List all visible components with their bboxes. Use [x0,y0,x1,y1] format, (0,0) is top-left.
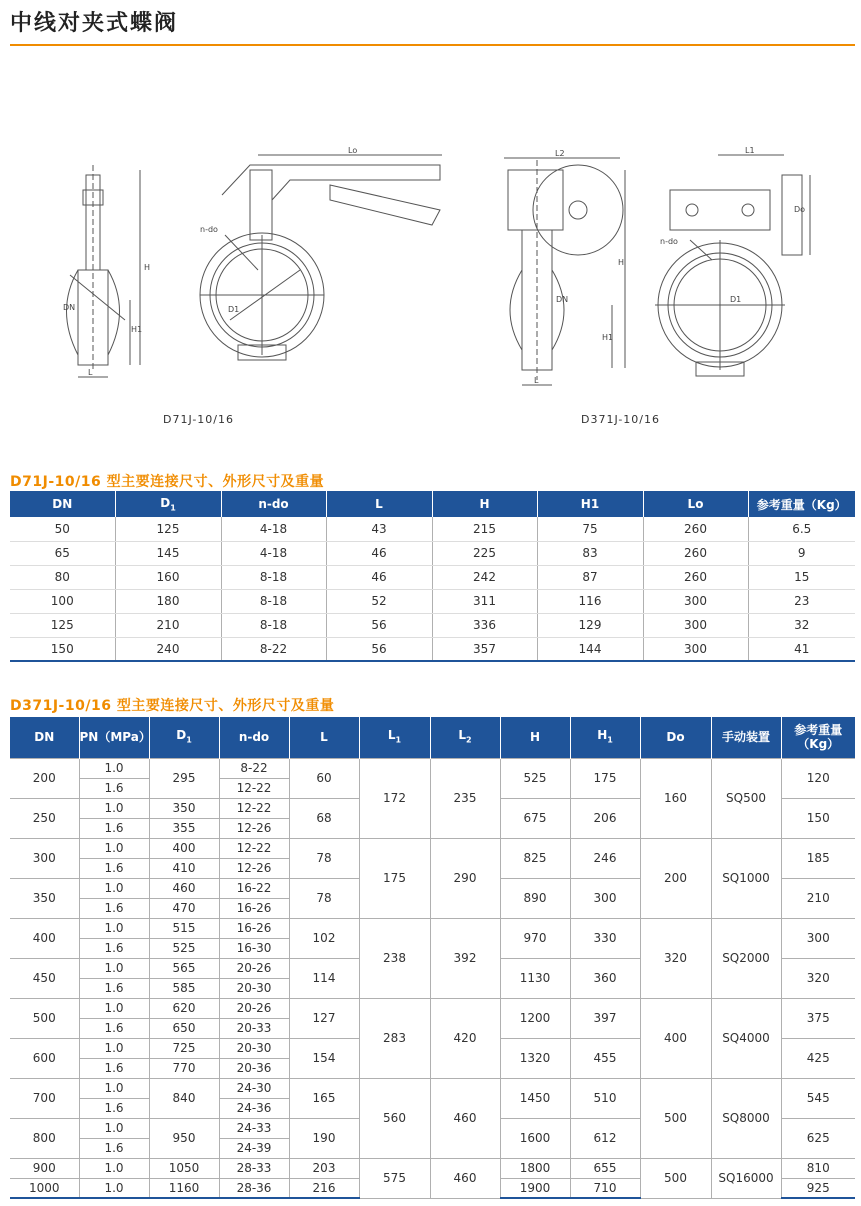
table-cell: 311 [432,589,537,613]
label-h1-371: H1 [602,333,614,342]
cell-l: 114 [289,958,359,998]
table-row [10,1158,855,1178]
cell-l2: 290 [430,838,500,918]
d371-caption: D371J-10/16 [581,413,660,426]
table-cell: 210 [115,613,221,637]
cell-l1: 575 [359,1158,430,1198]
table-row [10,565,855,589]
cell-h: 675 [500,798,570,838]
cell-pn: 1.6 [79,818,149,838]
cell-dn: 900 [10,1158,79,1178]
cell-do: 160 [640,758,711,838]
cell-pn: 1.0 [79,998,149,1018]
cell-weight: 185 [781,838,855,878]
cell-dn: 700 [10,1078,79,1118]
cell-do: 320 [640,918,711,998]
cell-d1: 650 [149,1018,219,1038]
cell-d1: 585 [149,978,219,998]
cell-h1: 510 [570,1078,640,1118]
table-cell: 242 [432,565,537,589]
cell-l1: 560 [359,1078,430,1158]
cell-do: 500 [640,1158,711,1198]
cell-ndo: 20-30 [219,1038,289,1058]
cell-h1: 710 [570,1178,640,1198]
d71-dimension-table [10,491,855,662]
cell-ndo: 24-36 [219,1098,289,1118]
label-l-371: L [534,376,539,385]
cell-do: 200 [640,838,711,918]
cell-d1: 355 [149,818,219,838]
col-pn: PN（MPa） [79,717,149,758]
cell-h1: 397 [570,998,640,1038]
label-d1-371: D1 [730,295,742,304]
col-d1: $D_1$ [149,717,219,758]
col-dn: DN [10,717,79,758]
cell-h1: 175 [570,758,640,798]
label-h: H [144,263,151,272]
cell-gear: SQ4000 [711,998,781,1078]
table-cell: 144 [537,637,643,661]
cell-gear: SQ2000 [711,918,781,998]
cell-weight: 810 [781,1158,855,1178]
cell-gear: SQ16000 [711,1158,781,1198]
label-ndo-371: n-do [660,237,678,246]
cell-h: 1900 [500,1178,570,1198]
cell-dn: 450 [10,958,79,998]
cell-h1: 300 [570,878,640,918]
table-cell: 80 [10,565,115,589]
col-lo: Lo [643,491,748,517]
d371-front-view [655,155,810,376]
cell-l2: 460 [430,1078,500,1158]
table-row [10,1078,855,1098]
table-cell: 125 [115,517,221,541]
cell-h: 1320 [500,1038,570,1078]
label-lo: Lo [348,146,358,155]
label-l1: L1 [745,146,755,155]
cell-pn: 1.6 [79,1098,149,1118]
table-cell: 87 [537,565,643,589]
cell-h: 970 [500,918,570,958]
table-cell: 56 [326,613,432,637]
d71-front-view [200,155,442,360]
table-cell: 75 [537,517,643,541]
table-row [10,613,855,637]
cell-pn: 1.0 [79,878,149,898]
table-cell: 240 [115,637,221,661]
cell-d1: 620 [149,998,219,1018]
cell-weight: 425 [781,1038,855,1078]
cell-ndo: 8-22 [219,758,289,778]
cell-l: 203 [289,1158,359,1178]
cell-d1: 725 [149,1038,219,1058]
cell-ndo: 16-30 [219,938,289,958]
table-row [10,998,855,1018]
table-cell: 125 [10,613,115,637]
cell-dn: 400 [10,918,79,958]
table-row [10,918,855,938]
col-d1: $D_1$ [115,491,221,517]
table-row [10,637,855,661]
col-weight: 参考重量 （Kg） [781,717,855,758]
cell-l: 60 [289,758,359,798]
cell-ndo: 16-26 [219,918,289,938]
table-cell: 260 [643,517,748,541]
cell-weight: 925 [781,1178,855,1198]
cell-pn: 1.6 [79,778,149,798]
cell-dn: 350 [10,878,79,918]
cell-h: 1600 [500,1118,570,1158]
table-cell: 4-18 [221,541,326,565]
cell-h1: 612 [570,1118,640,1158]
table2-title: D371J-10/16 型主要连接尺寸、外形尺寸及重量 [10,698,335,714]
title-rule [10,44,855,46]
col-l1: $L_1$ [359,717,430,758]
label-do: Do [794,205,806,214]
col-ndo: n-do [221,491,326,517]
table-cell: 46 [326,565,432,589]
cell-weight: 210 [781,878,855,918]
table-cell: 116 [537,589,643,613]
cell-do: 400 [640,998,711,1078]
cell-l1: 283 [359,998,430,1078]
table-cell: 41 [748,637,855,661]
cell-h: 890 [500,878,570,918]
cell-h: 525 [500,758,570,798]
cell-dn: 800 [10,1118,79,1158]
cell-ndo: 12-22 [219,798,289,818]
valve-drawings [0,140,861,410]
cell-weight: 545 [781,1078,855,1118]
table-cell: 9 [748,541,855,565]
cell-d1: 1050 [149,1158,219,1178]
cell-pn: 1.6 [79,1058,149,1078]
table-cell: 300 [643,613,748,637]
cell-l: 216 [289,1178,359,1198]
col-ndo: n-do [219,717,289,758]
cell-ndo: 24-33 [219,1118,289,1138]
col-l: L [289,717,359,758]
col-weight: 参考重量（Kg） [748,491,855,517]
cell-weight: 120 [781,758,855,798]
cell-d1: 400 [149,838,219,858]
cell-d1: 350 [149,798,219,818]
cell-d1: 295 [149,758,219,798]
table-cell: 225 [432,541,537,565]
cell-dn: 1000 [10,1178,79,1198]
cell-ndo: 20-26 [219,958,289,978]
cell-dn: 300 [10,838,79,878]
table-cell: 23 [748,589,855,613]
cell-gear: SQ1000 [711,838,781,918]
table-cell: 32 [748,613,855,637]
table1-title: D71J-10/16 型主要连接尺寸、外形尺寸及重量 [10,474,325,490]
cell-pn: 1.0 [79,1178,149,1198]
label-l2: L2 [555,149,565,158]
cell-h: 1130 [500,958,570,998]
cell-ndo: 16-22 [219,878,289,898]
cell-l: 102 [289,918,359,958]
cell-ndo: 12-22 [219,778,289,798]
col-dn: DN [10,491,115,517]
cell-pn: 1.6 [79,938,149,958]
cell-pn: 1.6 [79,1018,149,1038]
table-cell: 8-18 [221,589,326,613]
cell-gear: SQ8000 [711,1078,781,1158]
table-row [10,541,855,565]
label-dn: DN [63,303,76,312]
cell-ndo: 20-33 [219,1018,289,1038]
label-h1: H1 [131,325,143,334]
table-cell: 357 [432,637,537,661]
cell-pn: 1.6 [79,978,149,998]
d71-caption: D71J-10/16 [163,413,234,426]
cell-l: 154 [289,1038,359,1078]
table-cell: 8-22 [221,637,326,661]
cell-d1: 565 [149,958,219,978]
table-row [10,838,855,858]
cell-l: 127 [289,998,359,1038]
table-cell: 300 [643,589,748,613]
cell-h1: 206 [570,798,640,838]
cell-l: 78 [289,878,359,918]
cell-d1: 1160 [149,1178,219,1198]
cell-l2: 235 [430,758,500,838]
cell-l1: 238 [359,918,430,998]
d371-side-view [504,158,625,385]
table-cell: 336 [432,613,537,637]
cell-d1: 460 [149,878,219,898]
cell-h: 1200 [500,998,570,1038]
label-h-371: H [618,258,625,267]
cell-h1: 360 [570,958,640,998]
cell-d1: 770 [149,1058,219,1078]
cell-l1: 172 [359,758,430,838]
cell-d1: 840 [149,1078,219,1118]
col-h1: H1 [537,491,643,517]
cell-d1: 470 [149,898,219,918]
cell-h: 1800 [500,1158,570,1178]
cell-d1: 525 [149,938,219,958]
table-cell: 129 [537,613,643,637]
col-do: Do [640,717,711,758]
cell-weight: 320 [781,958,855,998]
d71-side-view [67,165,141,377]
cell-dn: 250 [10,798,79,838]
cell-ndo: 12-22 [219,838,289,858]
cell-ndo: 20-30 [219,978,289,998]
table-cell: 150 [10,637,115,661]
cell-dn: 500 [10,998,79,1038]
cell-ndo: 16-26 [219,898,289,918]
table-cell: 15 [748,565,855,589]
cell-d1: 515 [149,918,219,938]
cell-l1: 175 [359,838,430,918]
cell-h: 825 [500,838,570,878]
cell-d1: 410 [149,858,219,878]
cell-pn: 1.0 [79,1038,149,1058]
table-cell: 180 [115,589,221,613]
table-cell: 43 [326,517,432,541]
cell-pn: 1.6 [79,1138,149,1158]
table-cell: 8-18 [221,613,326,637]
cell-pn: 1.0 [79,1158,149,1178]
cell-pn: 1.0 [79,758,149,778]
table-cell: 50 [10,517,115,541]
cell-h: 1450 [500,1078,570,1118]
cell-l2: 420 [430,998,500,1078]
page-title: 中线对夹式蝶阀 [10,11,179,36]
cell-l2: 460 [430,1158,500,1198]
table-cell: 260 [643,565,748,589]
table-cell: 56 [326,637,432,661]
cell-l: 190 [289,1118,359,1158]
cell-ndo: 20-26 [219,998,289,1018]
table-row [10,517,855,541]
cell-l: 78 [289,838,359,878]
table-cell: 300 [643,637,748,661]
cell-weight: 300 [781,918,855,958]
table-cell: 4-18 [221,517,326,541]
cell-l: 68 [289,798,359,838]
label-l: L [88,368,93,377]
table-cell: 145 [115,541,221,565]
label-dn-371: DN [556,295,569,304]
cell-pn: 1.0 [79,1078,149,1098]
table-cell: 8-18 [221,565,326,589]
cell-pn: 1.0 [79,838,149,858]
table-cell: 160 [115,565,221,589]
cell-d1: 950 [149,1118,219,1158]
table-row [10,758,855,778]
cell-pn: 1.0 [79,1118,149,1138]
cell-h1: 246 [570,838,640,878]
cell-ndo: 28-33 [219,1158,289,1178]
cell-weight: 150 [781,798,855,838]
label-d1: D1 [228,305,240,314]
cell-pn: 1.0 [79,798,149,818]
col-l: L [326,491,432,517]
table-cell: 215 [432,517,537,541]
cell-h1: 655 [570,1158,640,1178]
table-row [10,589,855,613]
table-cell: 100 [10,589,115,613]
table-cell: 83 [537,541,643,565]
cell-do: 500 [640,1078,711,1158]
cell-l2: 392 [430,918,500,998]
label-ndo: n-do [200,225,218,234]
col-h: H [432,491,537,517]
cell-h1: 330 [570,918,640,958]
cell-ndo: 12-26 [219,818,289,838]
table-cell: 46 [326,541,432,565]
cell-ndo: 20-36 [219,1058,289,1078]
cell-pn: 1.6 [79,858,149,878]
cell-dn: 600 [10,1038,79,1078]
cell-ndo: 12-26 [219,858,289,878]
table-cell: 52 [326,589,432,613]
table-cell: 6.5 [748,517,855,541]
cell-gear: SQ500 [711,758,781,838]
col-h: H [500,717,570,758]
cell-weight: 375 [781,998,855,1038]
cell-pn: 1.0 [79,918,149,938]
table-cell: 65 [10,541,115,565]
d371-dimension-table [10,717,855,1199]
cell-ndo: 24-30 [219,1078,289,1098]
table-cell: 260 [643,541,748,565]
cell-ndo: 24-39 [219,1138,289,1158]
cell-l: 165 [289,1078,359,1118]
cell-dn: 200 [10,758,79,798]
cell-weight: 625 [781,1118,855,1158]
cell-pn: 1.6 [79,898,149,918]
col-gear: 手动装置 [711,717,781,758]
cell-ndo: 28-36 [219,1178,289,1198]
col-l2: $L_2$ [430,717,500,758]
cell-h1: 455 [570,1038,640,1078]
col-h1: $H_1$ [570,717,640,758]
cell-pn: 1.0 [79,958,149,978]
